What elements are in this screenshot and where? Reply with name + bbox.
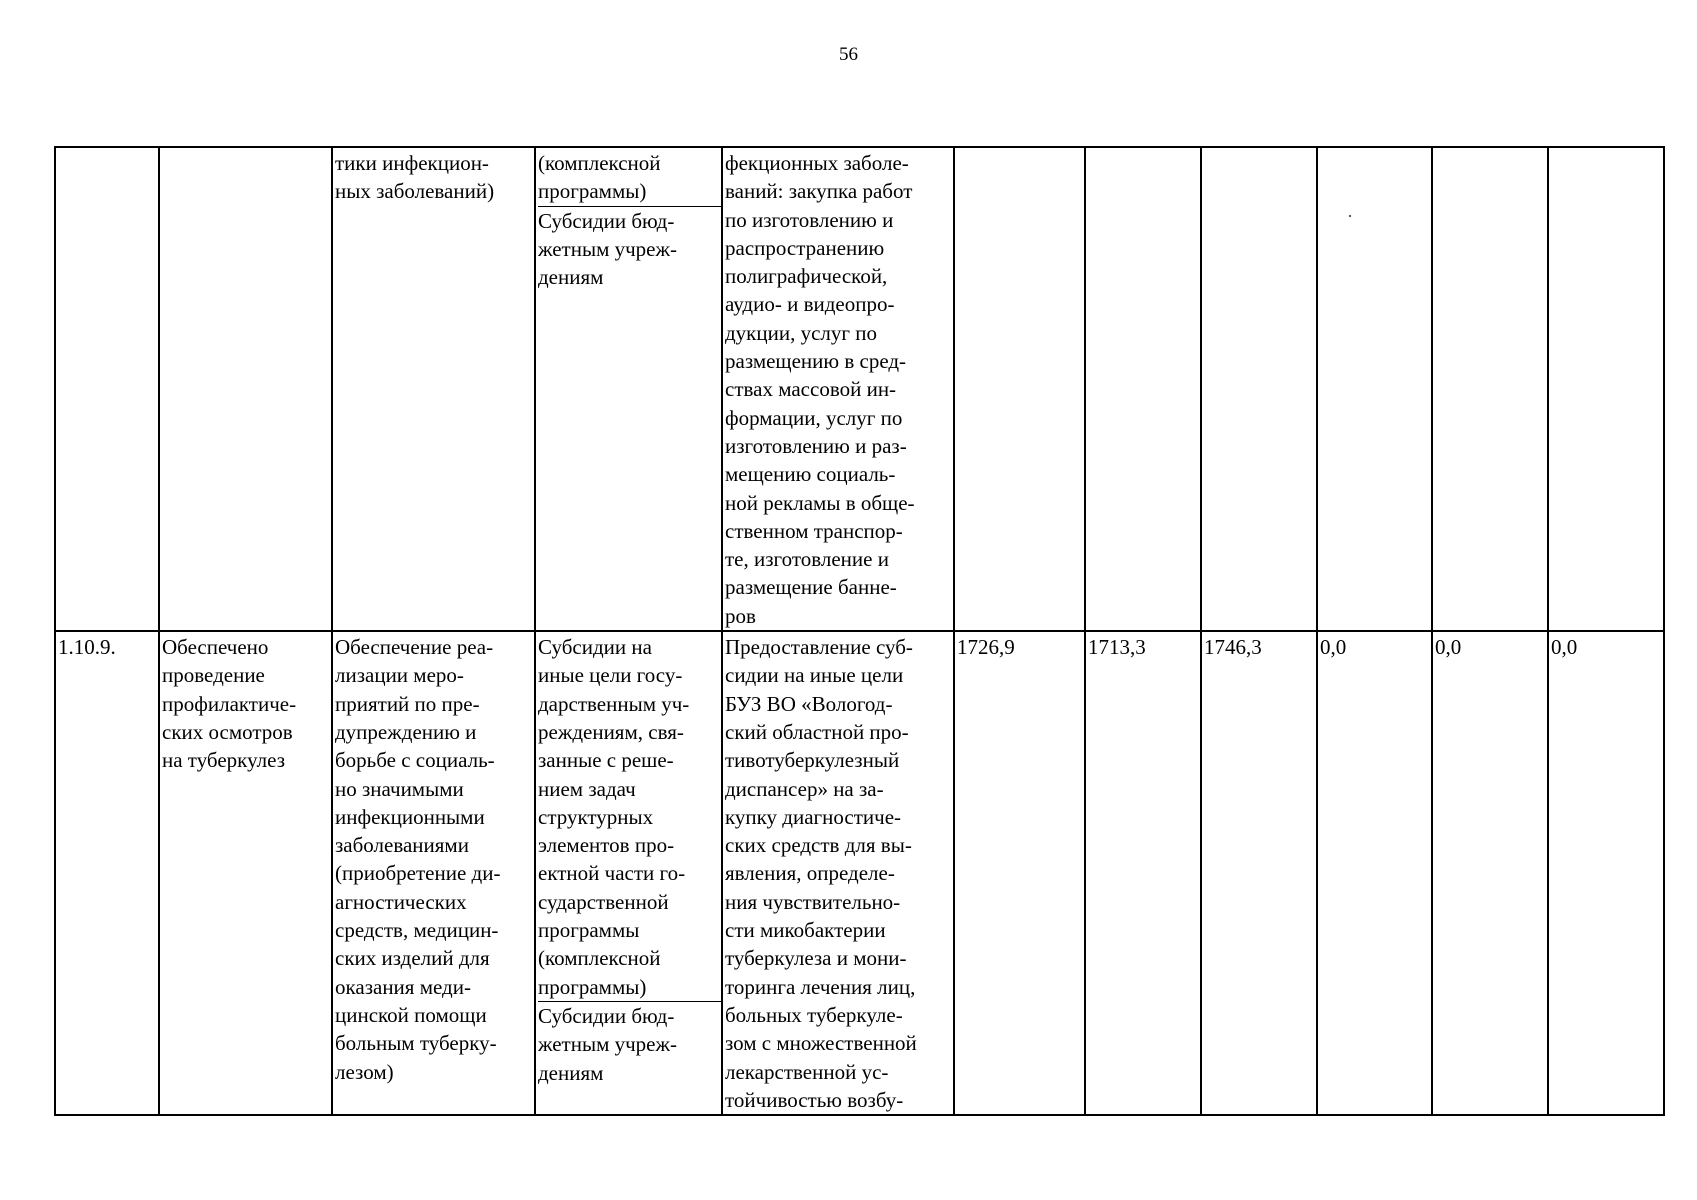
- cell-result: Обеспечено проведение профилактиче- ских осмотров на туберкулез: [159, 631, 332, 1115]
- cell-event: Обеспечение реа- лизации меро- приятий по пре- дупреждению и борьбе с социаль- но значимыми инфекционными заболеваниями (приобретение ди- агностических средств, медицин- ских изделий для оказания меди- цинской помощи больным туберку- лезом): [332, 631, 535, 1115]
- table-row: [55, 147, 1664, 631]
- cell-result: [159, 147, 332, 631]
- cell-value-1: [954, 147, 1085, 631]
- cell-value-3: 1746,3: [1201, 631, 1317, 1115]
- cell-event: тики инфекцион- ных заболеваний): [332, 147, 535, 631]
- scan-speck: [1349, 215, 1351, 217]
- cell-value-2: 1713,3: [1085, 631, 1201, 1115]
- cell-number: 1.10.9.: [55, 631, 159, 1115]
- cell-value-2: [1085, 147, 1201, 631]
- cell-value-4: [1317, 147, 1432, 631]
- funding-type-top: (комплексной программы): [538, 149, 721, 207]
- cell-funding: [535, 631, 722, 1115]
- page-number: 56: [839, 44, 858, 65]
- cell-direction: Предоставление суб- сидии на иные цели БУЗ ВО «Вологод- ский областной про- тивотуберкулезный диспансер» на за- купку диагностиче- ских средств для вы- явления, определе- ния чувствительно- сти микобактерии туберкулеза и мони- торинга лечения лиц, больных туберкуле- зом с множественной лекарственной ус- тойчивостью возбу-: [722, 631, 954, 1115]
- cell-value-5: 0,0: [1432, 631, 1548, 1115]
- cell-value-1: 1726,9: [954, 631, 1085, 1115]
- cell-funding: [535, 147, 722, 631]
- cell-value-6: [1548, 147, 1664, 631]
- cell-number: [55, 147, 159, 631]
- cell-value-4: 0,0: [1317, 631, 1432, 1115]
- funding-type-bottom: Субсидии бюд- жетным учреж- дениям: [538, 1003, 678, 1085]
- cell-value-5: [1432, 147, 1548, 631]
- cell-direction: фекционных заболе- ваний: закупка работ по изготовлению и распространению полиграфической, аудио- и видеопро- дукции, услуг по размещению в сред- ствах массовой ин- формации, услуг по изготовлению и раз- мещению социаль- ной рекламы в обще- ственном транспор- те, изготовление и размещение банне- ров: [722, 147, 954, 631]
- program-table: [54, 146, 1665, 1116]
- funding-type-top: Субсидии на иные цели госу- дарственным уч- реждениям, свя- занные с реше- нием задач структурных элементов про- ектной части го- сударственной программы (комплексной программы): [538, 633, 721, 1002]
- cell-value-3: [1201, 147, 1317, 631]
- funding-type-bottom: Субсидии бюд- жетным учреж- дениям: [538, 208, 678, 290]
- table-row: [55, 631, 1664, 1115]
- cell-value-6: 0,0: [1548, 631, 1664, 1115]
